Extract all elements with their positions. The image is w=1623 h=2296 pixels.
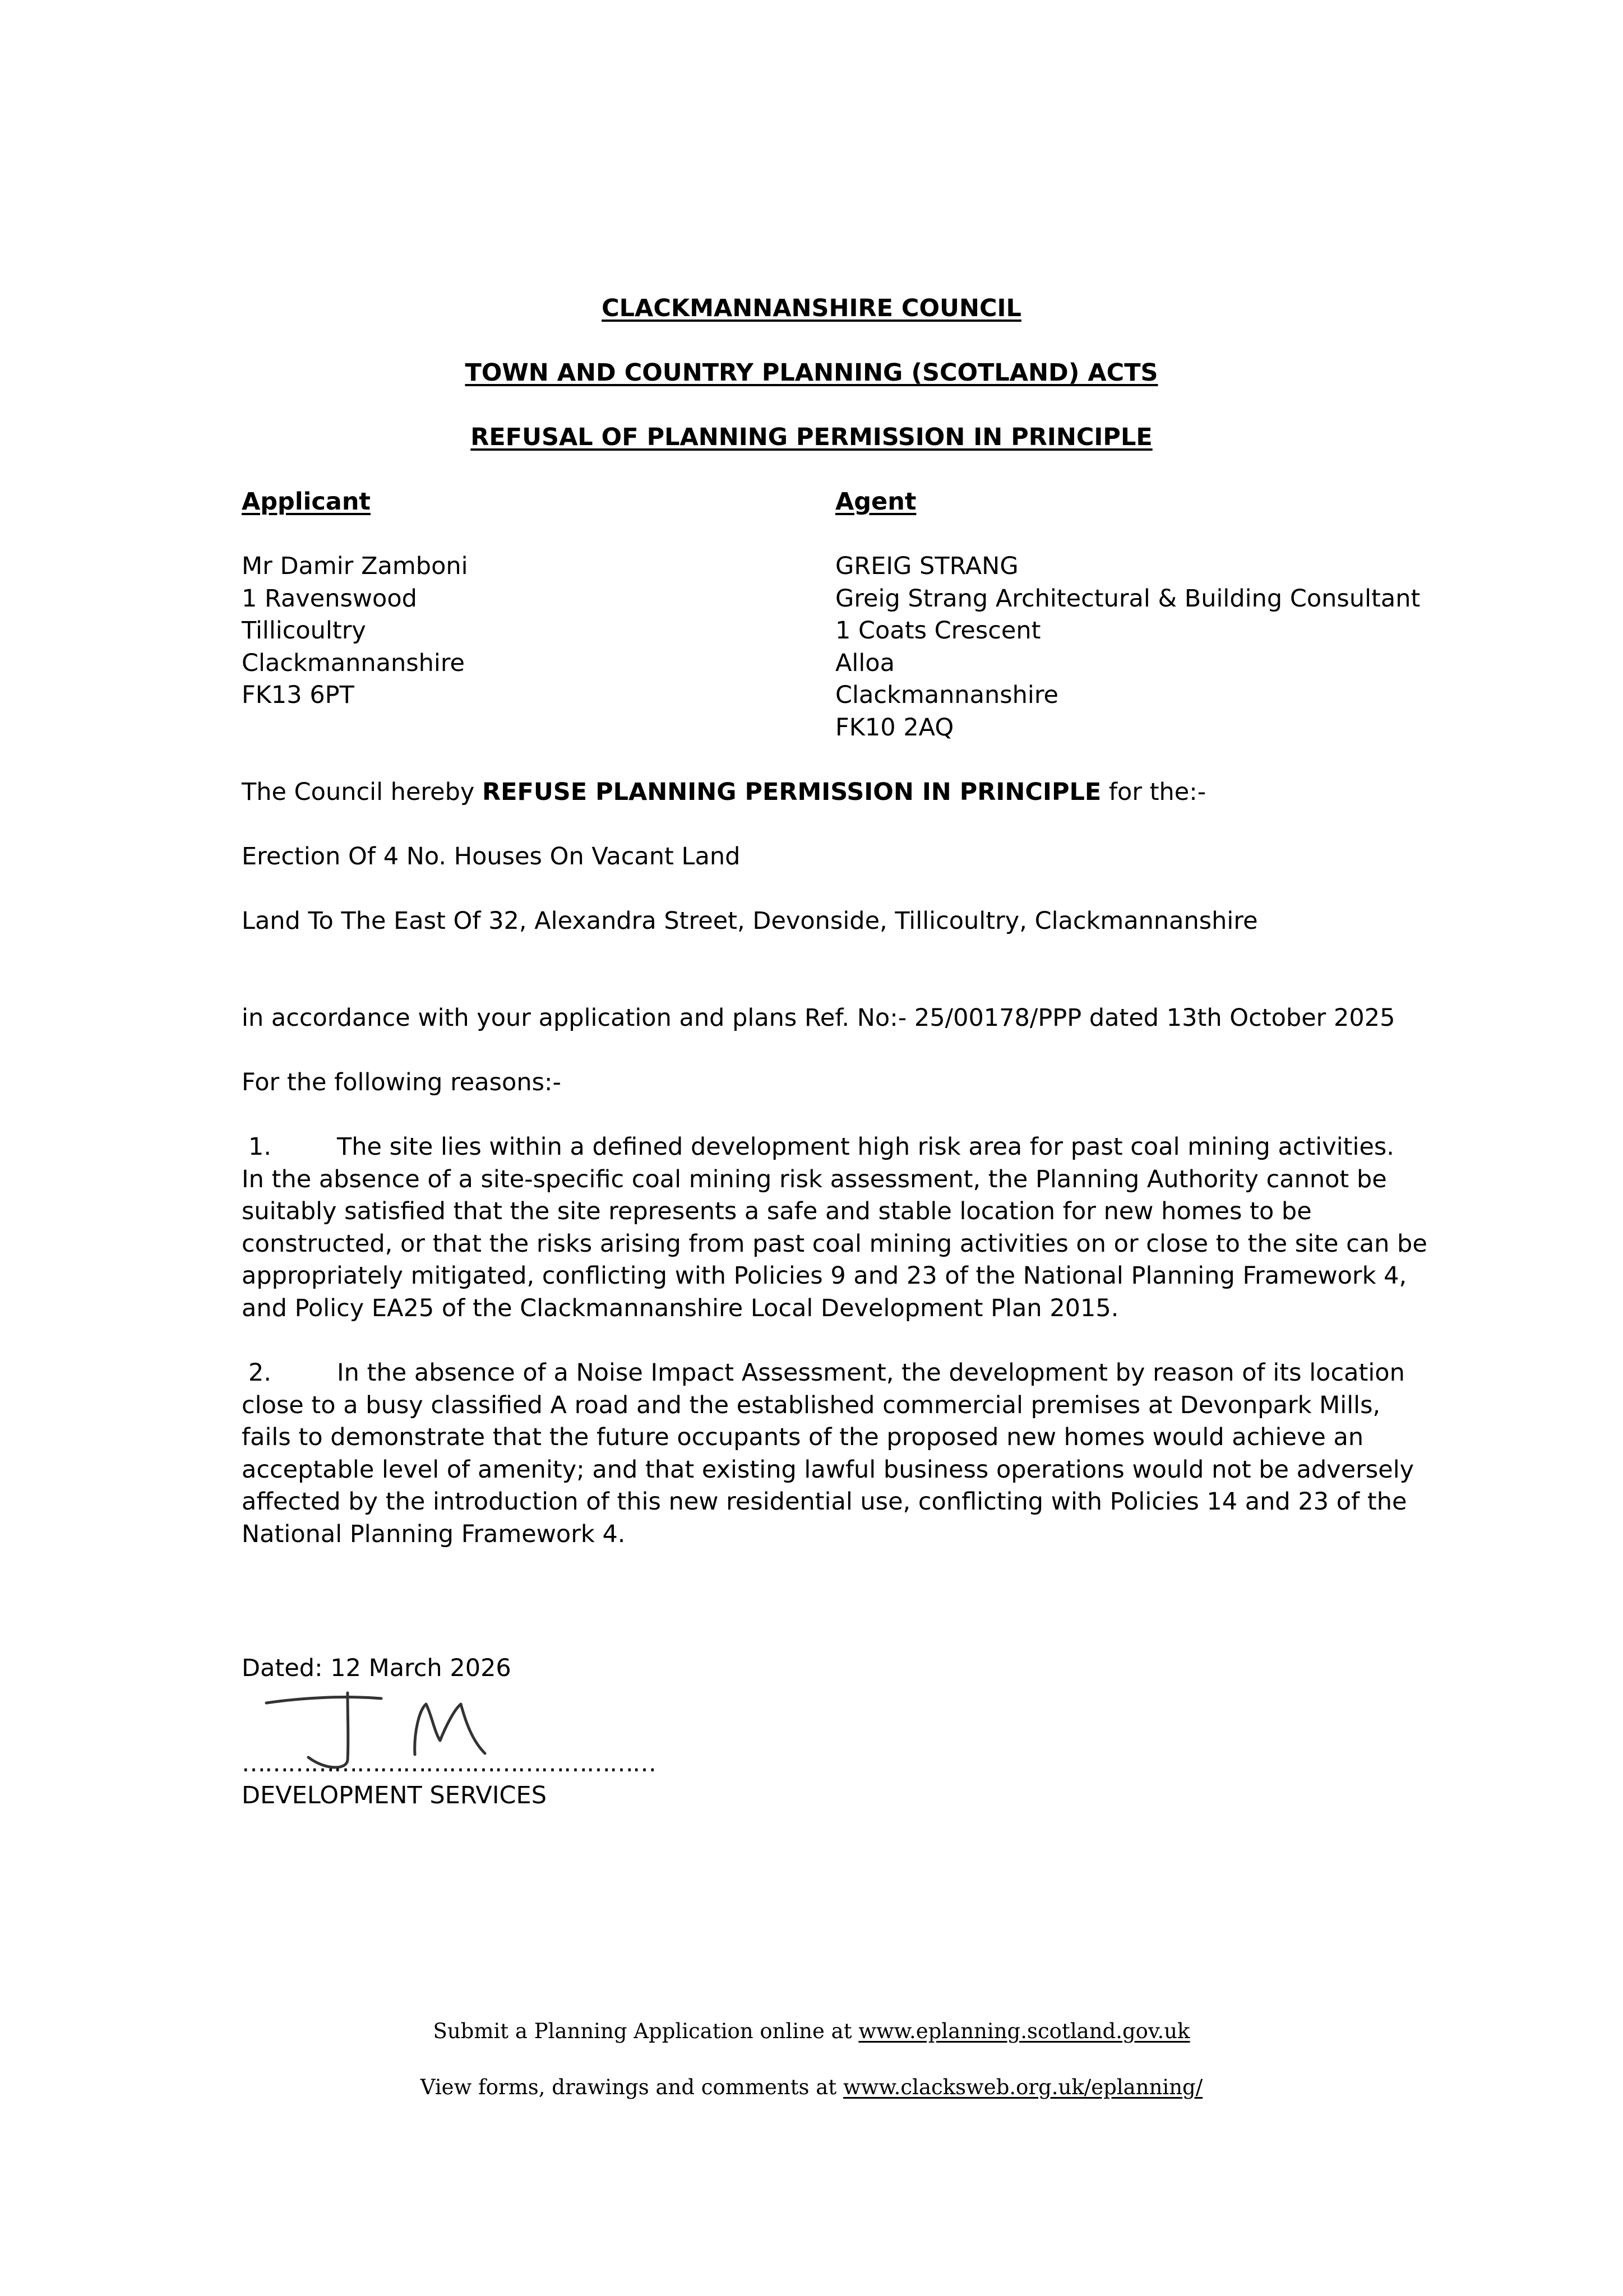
reasons-intro: For the following reasons:- (242, 1068, 561, 1096)
agent-name: GREIG STRANG (835, 552, 1019, 580)
reason-line: close to a busy classified A road and the established commercial premises at Devonpark Mills, (242, 1391, 1381, 1419)
decision-statement (242, 776, 1206, 809)
reason-number: 1. (248, 1133, 272, 1161)
applicant-address-line: Tillicoultry (242, 617, 366, 645)
site-address: Land To The East Of 32, Alexandra Street, Devonside, Tillicoultry, Clackmannanshire (242, 907, 1258, 935)
reason-2 (242, 1357, 1414, 1550)
reason-line: affected by the introduction of this new residential use, conflicting with Policies 14 and 23 of the (242, 1488, 1407, 1516)
agent-company: Greig Strang Architectural & Building Consultant (835, 584, 1421, 613)
applicant-address-line: Clackmannanshire (242, 649, 465, 677)
reason-line: suitably satisfied that the site represents a safe and stable location for new homes to be (242, 1197, 1312, 1225)
footer-text: Submit a Planning Application online at (433, 2019, 859, 2043)
reason-line: appropriately mitigated, conflicting with Policies 9 and 23 of the National Planning Framework 4, (242, 1262, 1407, 1290)
agent-postcode: FK10 2AQ (835, 713, 954, 742)
council-heading: CLACKMANNANSHIRE COUNCIL (602, 294, 1021, 322)
applicant-name: Mr Damir Zamboni (242, 552, 468, 580)
acts-heading: TOWN AND COUNTRY PLANNING (SCOTLAND) ACTS (465, 359, 1158, 387)
reason-line: fails to demonstrate that the future occupants of the proposed new homes would achieve an (242, 1423, 1364, 1451)
reason-line: acceptable level of amenity; and that existing lawful business operations would not be adversely (242, 1455, 1414, 1484)
reason-line: and Policy EA25 of the Clackmannanshire Local Development Plan 2015. (242, 1294, 1119, 1322)
agent-address-line: Clackmannanshire (835, 681, 1059, 709)
decision-suffix: for the:- (1101, 778, 1206, 806)
footer-text: View forms, drawings and comments at (420, 2075, 843, 2099)
reason-1 (242, 1131, 1427, 1325)
agent-heading: Agent (835, 488, 917, 516)
footer-line-1 (0, 2018, 1623, 2045)
reason-line: The site lies within a defined development high risk area for past coal mining activities. (337, 1133, 1394, 1161)
dated-line: Dated: 12 March 2026 (242, 1654, 511, 1682)
applicant-postcode: FK13 6PT (242, 681, 354, 709)
reason-line: National Planning Framework 4. (242, 1520, 626, 1548)
applicant-heading: Applicant (242, 488, 371, 516)
proposal-description: Erection Of 4 No. Houses On Vacant Land (242, 843, 741, 871)
agent-address-line: 1 Coats Crescent (835, 617, 1041, 645)
footer-line-2 (0, 2074, 1623, 2101)
clacksweb-link[interactable]: www.clacksweb.org.uk/eplanning/ (843, 2075, 1203, 2099)
agent-address (835, 550, 1420, 744)
reason-line: constructed, or that the risks arising from past coal mining activities on or close to the site can be (242, 1229, 1427, 1258)
reason-line: In the absence of a site-specific coal mining risk assessment, the Planning Authority cannot be (242, 1165, 1387, 1193)
decision-bold: REFUSE PLANNING PERMISSION IN PRINCIPLE (482, 778, 1102, 806)
signatory: DEVELOPMENT SERVICES (242, 1781, 547, 1809)
decision-prefix: The Council hereby (242, 778, 482, 806)
agent-address-line: Alloa (835, 649, 895, 677)
decision-heading: REFUSAL OF PLANNING PERMISSION IN PRINCIPLE (470, 423, 1153, 451)
signature-line: ……………………………………………… (242, 1749, 655, 1777)
reason-line: In the absence of a Noise Impact Assessment, the development by reason of its location (337, 1359, 1405, 1387)
reason-number: 2. (248, 1359, 272, 1387)
applicant-address (242, 550, 468, 712)
application-reference: in accordance with your application and plans Ref. No:- 25/00178/PPP dated 13th October 2025 (242, 1004, 1395, 1032)
applicant-address-line: 1 Ravenswood (242, 584, 417, 613)
eplanning-link[interactable]: www.eplanning.scotland.gov.uk (858, 2019, 1190, 2043)
